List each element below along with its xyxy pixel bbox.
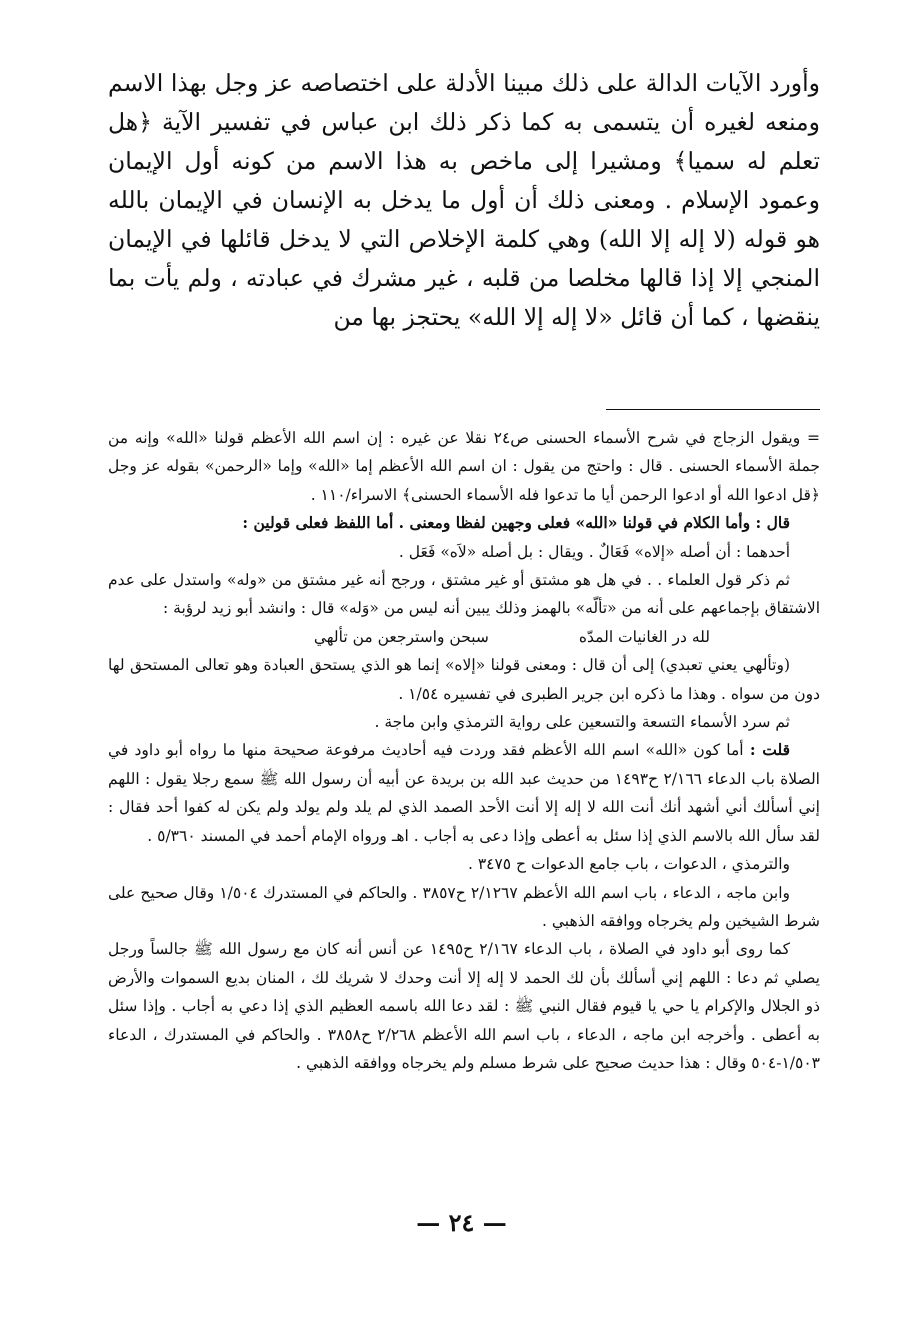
footnote-paragraph: ثم ذكر قول العلماء . . في هل هو مشتق أو غير مشتق ، ورجح أنه غير مشتق من «وله» واستدل على عدم الاشتقاق بإجماعهم على أنه من «تألّه» بالهمز وذلك يبين أنه ليس من «وَله» قال : وانشد أبو زيد لرؤبة : <box>108 571 820 618</box>
footnote-text: أما كون «الله» اسم الله الأعظم فقد وردت فيه أحاديث مرفوعة صحيحة منها ما رواه أبو داود في الصلاة باب الدعاء ٢/١٦٦ ح١٤٩٣ من حديث عبد الله بن بريدة عن أبيه أن رسول الله ﷺ سمع رجلا يقول : اللهم إني أسألك أني أشهد أنك أنت الله لا إله إلا أنت الأحد الصمد الذي لم يلد ولم يولد ولم يكن له كفوا أحد فقال : لقد سأل الله بالاسم الذي إذا سئل به أعطى وإذا دعى به أجاب . اهـ ورواه الإمام أحمد في المسند ٥/٣٦٠ . <box>108 741 820 845</box>
footnote-paragraph: كما روى أبو داود في الصلاة ، باب الدعاء ٢/١٦٧ ح١٤٩٥ عن أنس أنه كان مع رسول الله ﷺ جالساً ورجل يصلي ثم دعا : اللهم إني أسألك بأن لك الحمد لا إله إلا أنت وحدك لا شريك لك ، المنان بديع السموات والأرض ذو الجلال والإكرام يا حي يا قيوم فقال النبي ﷺ : لقد دعا الله باسمه العظيم الذي إذا دعي به أجاب . وإذا سئل به أعطى . وأخرجه ابن ماجه ، الدعاء ، باب اسم الله الأعظم ٢/٢٦٨ ح٣٨٥٨ . والحاكم في المستدرك ، الدعاء ١/٥٠٣-٥٠٤ وقال : هذا حديث صحيح على شرط مسلم ولم يخرجاه ووافقه الذهبي . <box>108 940 820 1072</box>
page-content <box>108 64 820 1077</box>
page-number: — ٢٤ — <box>416 1208 507 1237</box>
footnote-paragraph: (وتألهي يعني تعبدي) إلى أن قال : ومعنى قولنا «إلاه» إنما هو الذي يستحق العبادة وهو تعالى المستحق لها دون من سواه . وهذا ما ذكره ابن جرير الطبرى في تفسيره ١/٥٤ . <box>108 656 820 703</box>
main-text-line-6: مشرك في عبادته ، ولم يأت بما ينقضها ، كما أن قائل «لا إله إلا الله» يحتجز بها من <box>108 264 820 331</box>
footnote-paragraph: ثم سرد الأسماء التسعة والتسعين على رواية الترمذي وابن ماجة . <box>374 713 790 732</box>
footnote-paragraph: قال : وأما الكلام في قولنا «الله» فعلى وجهين لفظا ومعنى . أما اللفظ فعلى قولين : <box>242 513 790 533</box>
verse-hemistich-second: سبحن واسترجعن من تألهي <box>313 627 489 646</box>
main-text-line-4: أن أول ما يدخل به الإنسان في الإيمان بالله هو قوله (لا إله إلا الله) وهي كلمة <box>108 186 821 253</box>
main-text-line-1: وأورد الآيات الدالة على ذلك مبينا الأدلة على اختصاصه عز وجل بهذا الاسم <box>108 69 820 97</box>
footnote-label: قلت : <box>749 740 790 760</box>
verse-hemistich-first: لله در الغانيات المدّه <box>578 627 710 646</box>
footnote-paragraph: وابن ماجه ، الدعاء ، باب اسم الله الأعظم ٢/١٢٦٧ ح٣٨٥٧ . والحاكم في المستدرك ١/٥٠٤ وقال صحيح على شرط الشيخين ولم يخرجاه ووافقه الذهبي . <box>108 883 820 930</box>
footnote-paragraph: أحدهما : أن أصله «إلاه» فَعَالٌ . ويقال : بل أصله «لاَه» فَعَل . <box>398 542 790 561</box>
footnote-separator <box>606 409 820 410</box>
main-text-line-3: ومشيرا إلى ماخص به هذا الاسم من كونه أول الإيمان وعمود الإسلام . ومعنى ذلك <box>108 147 820 214</box>
poem-verse <box>108 623 820 651</box>
footnote-paragraph <box>108 736 820 850</box>
footnote-paragraph: والترمذي ، الدعوات ، باب جامع الدعوات ح ٣٤٧٥ . <box>467 855 790 874</box>
main-text <box>108 64 820 337</box>
main-text-line-2: ومنعه لغيره أن يتسمى به كما ذكر ذلك ابن عباس في تفسير الآية ﴿هل تعلم له سميا﴾ <box>108 108 820 175</box>
main-text-line-5: الإخلاص التي لا يدخل قائلها في الإيمان المنجي إلا إذا قالها مخلصا من قلبه ، غير <box>108 225 820 292</box>
footnote-paragraph: = ويقول الزجاج في شرح الأسماء الحسنى ص٢٤ نقلا عن غيره : إن اسم الله الأعظم قولنا «الله» وإنه من جملة الأسماء الحسنى . قال : واحتج من يقول : ان اسم الله الأعظم إما «الله» وإما «الرحمن» بقوله عز وجل ﴿قل ادعوا الله أو ادعوا الرحمن أيا ما تدعوا فله الأسماء الحسنى﴾ الاسراء/١١٠ . <box>108 429 820 504</box>
footnotes <box>108 424 820 1077</box>
